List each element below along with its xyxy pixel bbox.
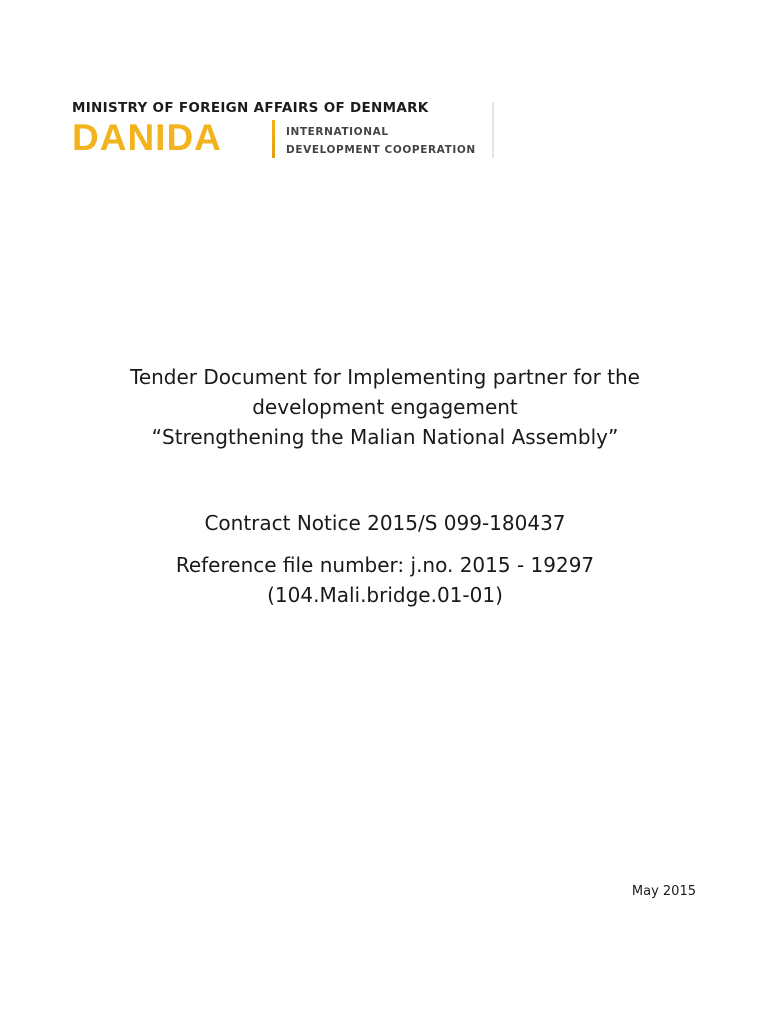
title-line-2: development engagement <box>252 395 518 419</box>
ministry-name: MINISTRY OF FOREIGN AFFAIRS OF DENMARK <box>72 100 429 116</box>
logo-subtitle-line1: INTERNATIONAL <box>286 126 389 138</box>
title-line-1: Tender Document for Implementing partner for the <box>130 365 640 389</box>
document-title <box>60 362 710 452</box>
danida-wordmark: DANIDA <box>72 117 222 158</box>
logo-edge-rule <box>492 102 494 158</box>
title-line-3: “Strengthening the Malian National Assembly” <box>151 425 619 449</box>
danida-logo <box>72 100 495 158</box>
logo-divider <box>272 120 275 158</box>
reference-code: (104.Mali.bridge.01-01) <box>267 583 503 607</box>
reference-file-number: Reference file number: j.no. 2015 - 19297 <box>175 553 595 577</box>
logo-subtitle-line2: DEVELOPMENT COOPERATION <box>286 144 476 156</box>
contract-notice-block <box>60 508 710 610</box>
contract-notice: Contract Notice 2015/S 099-180437 <box>204 511 566 535</box>
document-date: May 2015 <box>631 884 696 899</box>
